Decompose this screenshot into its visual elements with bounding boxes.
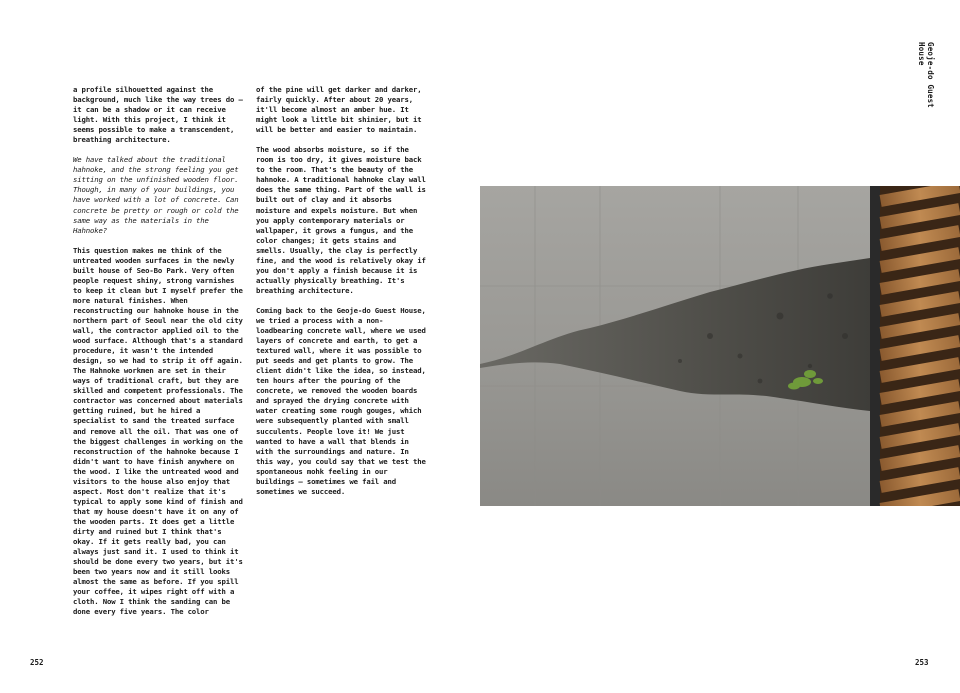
paragraph: The wood absorbs moisture, so if the room is too dry, it gives moisture back to the room. That's the beauty of the hahnoke. A traditional hahnoke clay wall does the same thing. Part of the wall is built out of clay and it absorbs moisture and expels moisture. But when you apply contemporary materials or wallpaper, it grows a fungus, and the color changes; it gets stains and smells. Usually, the clay is perfectly fine, and the wood is relatively okay if you don't apply a finish because it is actually physically breathing. It's breathing architecture. xyxy=(256,145,426,295)
running-header: Geoje-do Guest House xyxy=(917,42,935,109)
paragraph: of the pine will get darker and darker, fairly quickly. After about 20 years, it'll become almost an amber hue. It might look a little bit shinier, but it will be better and easier to maintain. xyxy=(256,85,422,135)
text-column-right xyxy=(256,85,428,507)
text-column-left xyxy=(73,85,245,627)
page-number-right: 253 xyxy=(915,658,929,667)
concrete-wall-photo xyxy=(480,186,960,506)
paragraph: This question makes me think of the untreated wooden surfaces in the newly built house of Seo-Bo Park. Very often people request shiny, strong varnishes to keep it clean but I myself prefer the more natural finishes. When reconstructing our hahnoke house in the northern part of Seoul near the old city wall, the contractor applied oil to the wood surface. Although that's a standard procedure, it wasn't the intended design, so we had to strip it off again. The Hahnoke workmen are set in their ways of traditional craft, but they are skilled and competent professionals. The contractor was concerned about materials getting ruined, but he hired a specialist to sand the treated surface and remove all the oil. That was one of the biggest challenges in working on the reconstruction of the hahnoke because I didn't want to have finish anywhere on the wood. I like the untreated wood and visitors to the house also enjoy that aspect. Most don't realize that it's typical to apply some kind of finish and that my house doesn't have it on any of the wooden parts. It does get a little dirty and ruined but I think that's okay. If it gets really bad, you can always just sand it. I used to think it should be done every two years, but it's been two years now and it still looks almost the same as before. If you spill your coffee, it wipes right off with a cloth. Now I think the sanding can be done every five years. The color xyxy=(73,245,243,617)
page-number-left: 252 xyxy=(30,658,44,667)
interview-question: We have talked about the traditional hahnoke, and the strong feeling you get sitting on the unfinished wooden floor. Though, in many of your buildings, you have worked with a lot of concrete. Can concrete be pretty or rough or cold the same way as the materials in the Hahnoke? xyxy=(73,155,239,235)
paragraph: a profile silhouetted against the background, much like the way trees do – it can be a shadow or it can receive light. With this project, I think it seems possible to make a transcendent, breathing architecture. xyxy=(73,85,243,145)
paragraph: Coming back to the Geoje-do Guest House, we tried a process with a non-loadbearing concrete wall, where we used layers of concrete and earth, to get a textured wall, where it was possible to put seeds and get plants to grow. The client didn't like the idea, so instead, ten hours after the pouring of the concrete, we removed the wooden boards and sprayed the drying concrete with water creating some rough gouges, which were subsequently planted with small succulents. People love it! We just wanted to have a wall that blends in with the surroundings and nature. In this way, you could say that we test the spontaneous mohk feeling in our buildings – sometimes we fail and sometimes we succeed. xyxy=(256,305,426,496)
